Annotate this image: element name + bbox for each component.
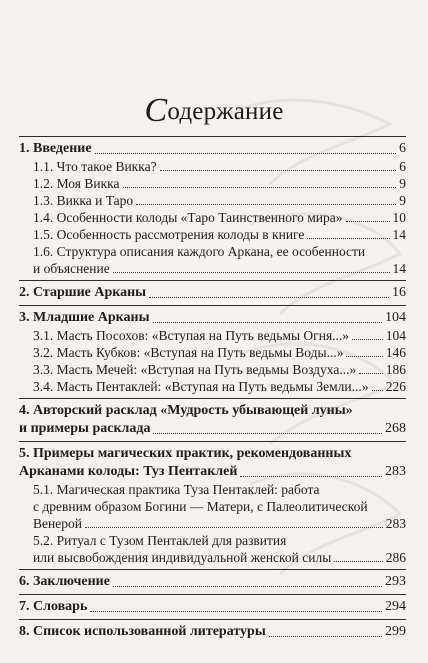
toc-entry-label: 1.1. Что такое Викка? xyxy=(33,159,157,174)
toc-page-number: 104 xyxy=(385,310,406,325)
toc-section-2 xyxy=(19,281,406,305)
toc-entry-sub[interactable] xyxy=(19,175,406,192)
toc-entry-sub-continuation[interactable] xyxy=(19,549,406,566)
dot-leader xyxy=(307,238,389,239)
toc-page-number: 104 xyxy=(385,328,406,343)
toc-page-number: 14 xyxy=(392,261,406,276)
toc-entry-sub[interactable] xyxy=(19,209,406,226)
dot-leader xyxy=(136,204,396,205)
toc-page-number: 268 xyxy=(385,421,406,436)
toc-section-6 xyxy=(19,570,406,594)
toc-entry-main-multiline[interactable] xyxy=(19,402,406,420)
toc-section-3 xyxy=(19,306,406,398)
toc-entry-sub[interactable] xyxy=(19,361,406,378)
dot-leader xyxy=(90,611,382,612)
toc-page-number: 146 xyxy=(385,345,406,360)
toc-section-7 xyxy=(19,595,406,619)
toc-page-number: 293 xyxy=(385,574,406,589)
dot-leader xyxy=(352,339,383,340)
toc-page-number: 16 xyxy=(392,285,406,300)
toc-entry-main[interactable] xyxy=(19,573,406,591)
toc-entry-sub[interactable] xyxy=(19,192,406,209)
toc-entry-label: 2. Старшие Арканы xyxy=(19,285,147,300)
toc-section-4 xyxy=(19,399,406,441)
toc-page-number: 9 xyxy=(399,176,406,191)
toc-page-number: 283 xyxy=(385,464,406,479)
toc-page-number: 6 xyxy=(399,141,406,156)
toc-page-number: 186 xyxy=(385,362,406,377)
toc-entry-sub-continuation[interactable] xyxy=(19,515,406,532)
toc-page-number: 9 xyxy=(399,193,406,208)
toc-page-number: 10 xyxy=(392,210,406,225)
toc-entry-label-line: 4. Авторский расклад «Мудрость убывающей луны» xyxy=(19,403,353,418)
toc-entry-sub-multiline[interactable] xyxy=(19,532,406,549)
dot-leader xyxy=(113,586,382,587)
toc-entry-sub[interactable] xyxy=(19,327,406,344)
toc-entry-main[interactable] xyxy=(19,623,406,641)
toc-entry-label-line: с древним образом Богини — Матери, с Палеолитической xyxy=(33,499,368,514)
dot-leader xyxy=(240,476,382,477)
toc-entry-main-continuation[interactable] xyxy=(19,463,406,481)
toc-section-5 xyxy=(19,442,406,569)
dot-leader xyxy=(123,187,397,188)
dot-leader xyxy=(269,636,382,637)
dot-leader xyxy=(153,322,383,323)
toc-entry-label: 1.5. Особенность рассмотрения колоды в книге xyxy=(33,227,305,242)
toc-entry-label: 1.4. Особенности колоды «Таро Таинственного мира» xyxy=(33,210,343,225)
table-of-contents xyxy=(19,136,406,644)
toc-entry-main-continuation[interactable] xyxy=(19,420,406,438)
toc-entry-label-line: или высвобождения индивидуальной женской силы xyxy=(33,550,332,565)
toc-entry-label: 3.1. Масть Посохов: «Вступая на Путь ведьмы Огня...» xyxy=(33,328,350,343)
toc-entry-sub-multiline[interactable] xyxy=(19,481,406,498)
toc-entry-label: 3.2. Масть Кубков: «Вступая на Путь ведьмы Воды...» xyxy=(33,345,344,360)
toc-entry-label-line: 5.2. Ритуал с Тузом Пентаклей для развития xyxy=(33,533,287,548)
toc-entry-label: 3. Младшие Арканы xyxy=(19,310,150,325)
dot-leader xyxy=(334,561,382,562)
toc-entry-label-line: Венерой xyxy=(33,516,82,531)
dot-leader xyxy=(149,297,389,298)
toc-entry-main-multiline[interactable] xyxy=(19,445,406,463)
toc-entry-main[interactable] xyxy=(19,140,406,158)
dot-leader xyxy=(346,221,390,222)
toc-entry-sub-multiline[interactable] xyxy=(19,243,406,260)
toc-entry-main[interactable] xyxy=(19,598,406,616)
toc-entry-label: 7. Словарь xyxy=(19,599,88,614)
dot-leader xyxy=(113,272,390,273)
dot-leader xyxy=(160,170,397,171)
title-initial-letter: С xyxy=(144,92,168,129)
toc-section-1 xyxy=(19,137,406,280)
toc-entry-label-line: Арканами колоды: Туз Пентаклей xyxy=(19,464,238,479)
toc-entry-label-line: и объяснение xyxy=(33,261,110,276)
toc-page-number: 299 xyxy=(385,624,406,639)
toc-page-number: 14 xyxy=(392,227,406,242)
toc-entry-label-line: 1.6. Структура описания каждого Аркана, ее особенности xyxy=(33,244,366,259)
dot-leader xyxy=(359,373,383,374)
toc-page-number: 6 xyxy=(399,159,406,174)
dot-leader xyxy=(153,433,382,434)
dot-leader xyxy=(346,356,382,357)
dot-leader xyxy=(372,390,383,391)
toc-entry-sub[interactable] xyxy=(19,226,406,243)
toc-entry-label: 1.2. Моя Викка xyxy=(33,176,120,191)
toc-entry-label: 3.4. Масть Пентаклей: «Вступая на Путь ведьмы Земли...» xyxy=(33,379,369,394)
toc-entry-label-line: 5.1. Магическая практика Туза Пентаклей: работа xyxy=(33,482,320,497)
toc-entry-main[interactable] xyxy=(19,309,406,327)
toc-entry-sub-continuation[interactable] xyxy=(19,498,406,515)
dot-leader xyxy=(95,153,396,154)
toc-entry-label: 6. Заключение xyxy=(19,574,110,589)
toc-entry-main[interactable] xyxy=(19,284,406,302)
toc-entry-label: 1. Введение xyxy=(19,141,92,156)
page-title xyxy=(0,92,428,130)
toc-entry-label: 8. Список использованной литературы xyxy=(19,624,266,639)
title-rest: одержание xyxy=(167,98,284,125)
toc-entry-sub[interactable] xyxy=(19,344,406,361)
dot-leader xyxy=(85,527,383,528)
toc-page-number: 226 xyxy=(385,379,406,394)
toc-entry-sub[interactable] xyxy=(19,378,406,395)
toc-entry-label: 3.3. Масть Мечей: «Вступая на Путь ведьмы Воздуха...» xyxy=(33,362,357,377)
toc-entry-label-line: и примеры расклада xyxy=(19,421,151,436)
toc-page-number: 294 xyxy=(385,599,406,614)
toc-page-number: 283 xyxy=(385,516,406,531)
toc-page-number: 286 xyxy=(385,550,406,565)
toc-section-8 xyxy=(19,620,406,644)
toc-entry-sub[interactable] xyxy=(19,158,406,175)
toc-entry-label-line: 5. Примеры магических практик, рекомендованных xyxy=(19,446,352,461)
toc-entry-label: 1.3. Викка и Таро xyxy=(33,193,134,208)
toc-entry-sub-continuation[interactable] xyxy=(19,260,406,277)
